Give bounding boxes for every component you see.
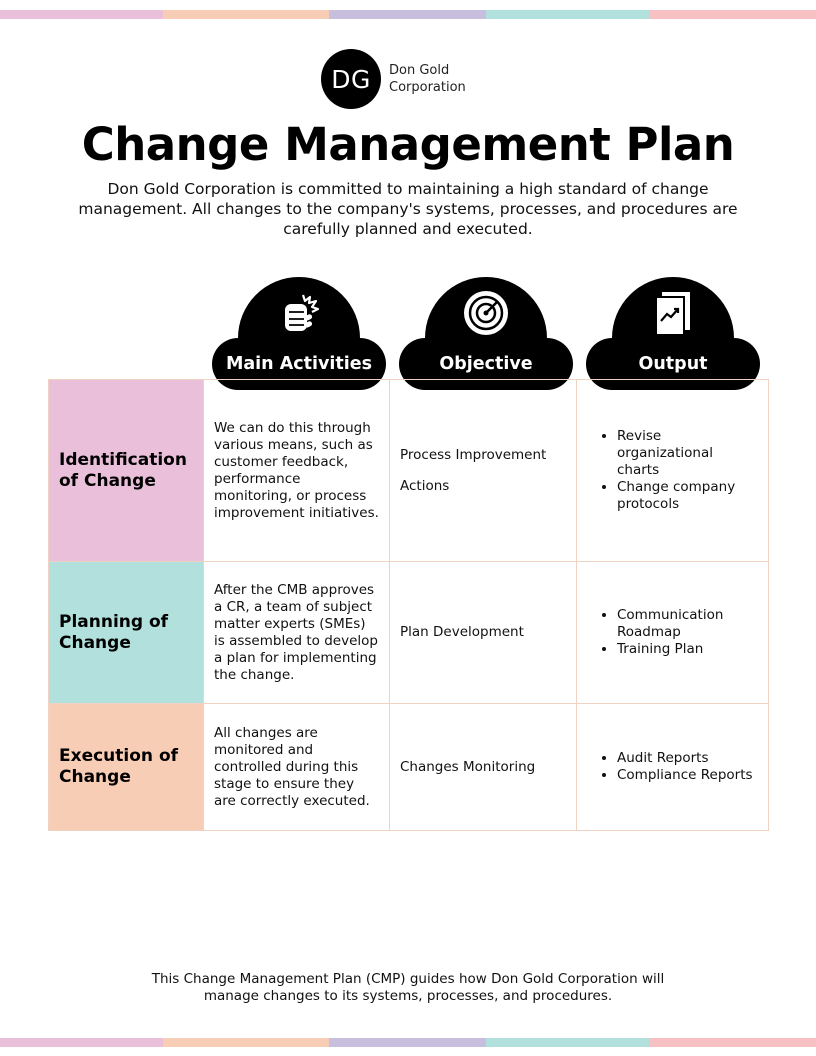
stripe-segment [329,1038,486,1047]
output-cell [577,704,769,831]
logo-badge: DG [321,49,381,109]
stripe-segment [0,10,163,19]
column-header-objective [399,277,573,391]
report-chart-icon [649,289,697,337]
column-header-label: Output [586,338,760,390]
table-row [49,704,769,831]
list-item: • Revise organizational charts [617,428,758,479]
stage-cell: Identification of Change [49,380,204,562]
table-row [49,380,769,562]
fist-icon [275,289,323,337]
objective-cell: Plan Development [390,562,577,704]
stripe-segment [329,10,486,19]
top-color-stripe [0,10,816,19]
list-item: • Change company protocols [617,479,758,513]
activities-cell: All changes are monitored and controlled during this stage to ensure they are correctly executed. [204,704,390,831]
stripe-segment [486,10,650,19]
list-item: • Compliance Reports [617,767,758,784]
column-header-output [586,277,760,391]
output-list [587,607,758,658]
list-item: • Audit Reports [617,750,758,767]
company-logo [321,49,466,109]
column-header-label: Main Activities [212,338,386,390]
activities-cell: We can do this through various means, such as customer feedback, performance monitoring, or process improvement initiatives. [204,380,390,562]
stripe-segment [650,1038,816,1047]
list-item: • Communication Roadmap [617,607,758,641]
stripe-segment [163,1038,329,1047]
stripe-segment [650,10,816,19]
output-cell [577,380,769,562]
output-list [587,428,758,513]
target-icon [462,289,510,337]
output-cell [577,562,769,704]
output-list [587,750,758,784]
objective-cell: Changes Monitoring [390,704,577,831]
objective-cell: Process Improvement Actions [390,380,577,562]
plan-table [48,379,769,831]
stage-cell: Execution of Change [49,704,204,831]
stage-cell: Planning of Change [49,562,204,704]
activities-cell: After the CMB approves a CR, a team of subject matter experts (SMEs) is assembled to develop a plan for implementing the change. [204,562,390,704]
footer-note: This Change Management Plan (CMP) guides how Don Gold Corporation will manage changes to its systems, processes, and procedures. [151,971,665,1004]
company-name: Don Gold Corporation [389,63,466,95]
list-item: • Training Plan [617,641,758,658]
bottom-color-stripe [0,1038,816,1047]
table-row [49,562,769,704]
stripe-segment [0,1038,163,1047]
column-header-main-activities [212,277,386,391]
intro-paragraph: Don Gold Corporation is committed to maintaining a high standard of change management. All changes to the company's systems, processes, and procedures are carefully planned and executed. [78,180,738,238]
stripe-segment [163,10,329,19]
column-header-label: Objective [399,338,573,390]
page-title: Change Management Plan [81,118,735,171]
stripe-segment [486,1038,650,1047]
